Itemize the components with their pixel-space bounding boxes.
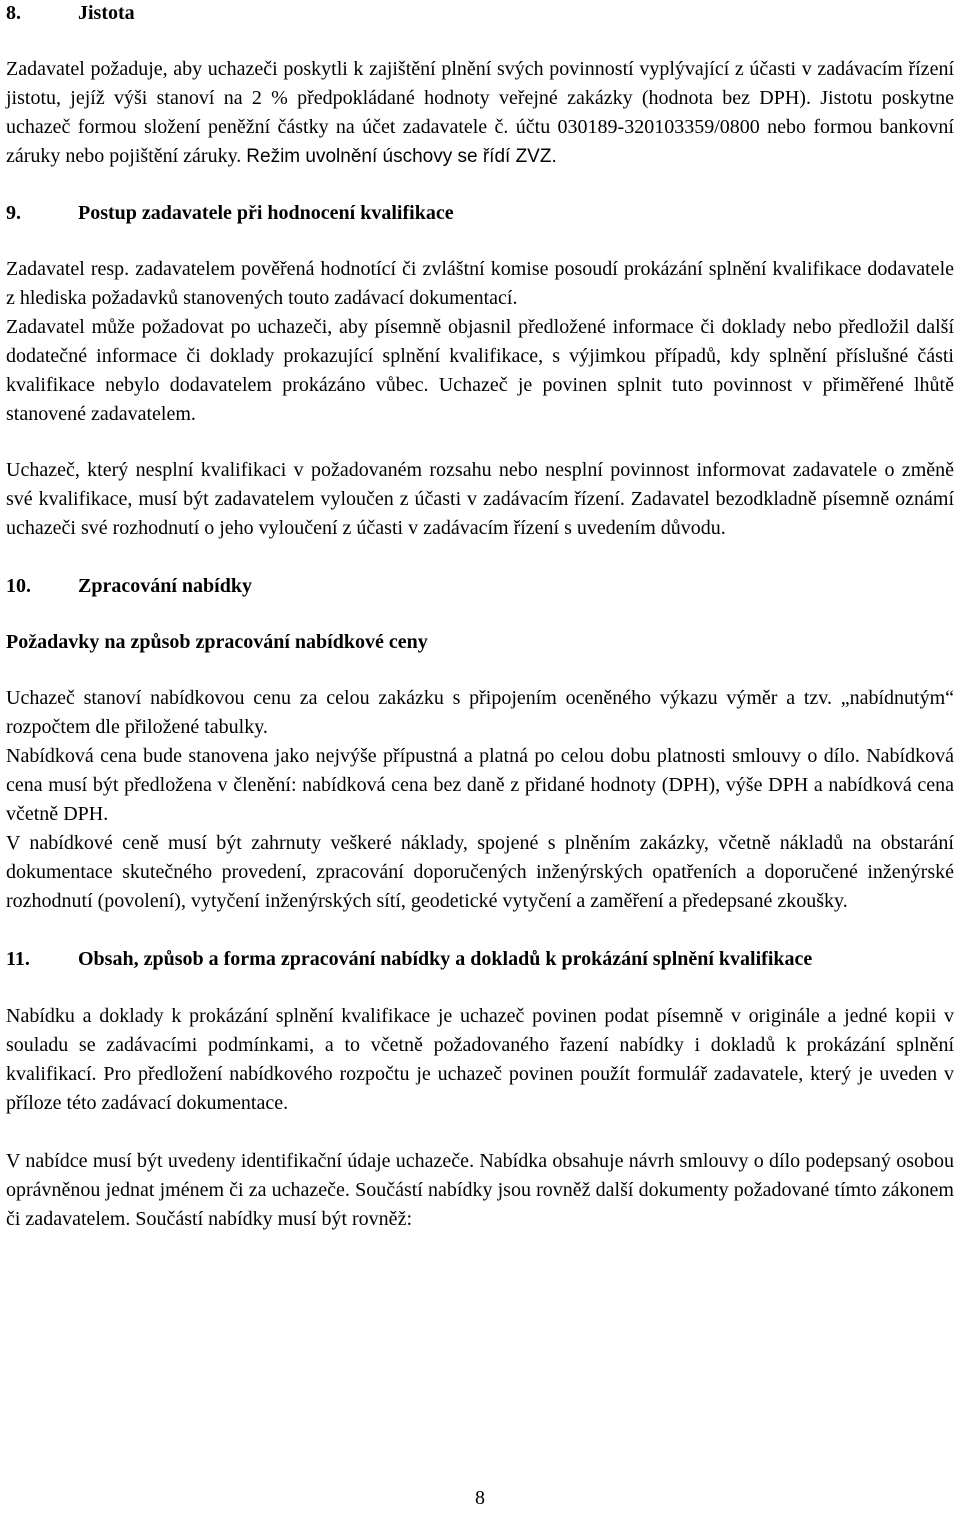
section-9-heading: [6, 199, 954, 228]
section-8-paragraph: [6, 55, 954, 171]
section-number: 8.: [6, 2, 21, 24]
section-9-paragraph-1: Zadavatel resp. zadavatelem pověřená hodnotící či zvláštní komise posoudí prokázání splnění kvalifikace dodavatele z hlediska požadavků stanovených touto zadávací dokumentací.: [6, 258, 954, 309]
section-11-heading: [6, 945, 954, 974]
section-title: Obsah, způsob a forma zpracování nabídky a dokladů k prokázání splnění kvalifikace: [78, 948, 813, 970]
section-9-paragraph-2: Zadavatel může požadovat po uchazeči, aby písemně objasnil předložené informace či doklady nebo předložil další dodatečné informace či doklady prokazující splnění kvalifikace, s výjimkou případů, kdy splnění příslušné části kvalifikace nebylo dodavatelem prokázáno vůbec. Uchazeč je povinen splnit tuto povinnost v přiměřené lhůtě stanovené zadavatelem.: [6, 316, 954, 425]
paragraph-text-sans: Režim uvolnění úschovy se řídí ZVZ.: [246, 146, 557, 167]
section-8-heading: [6, 0, 954, 28]
section-10-paragraph-1: Uchazeč stanoví nabídkovou cenu za celou zakázku s připojením oceněného výkazu výměr a tzv. „nabídnutým“ rozpočtem dle přiložené tabulky.: [6, 687, 954, 738]
section-number: 10.: [6, 575, 31, 597]
section-10-subheading: Požadavky na způsob zpracování nabídkové ceny: [6, 631, 428, 653]
document-page: [6, 0, 954, 1234]
section-11-paragraph-1: Nabídku a doklady k prokázání splnění kvalifikace je uchazeč povinen podat písemně v originále a jedné kopii v souladu se zadávacími podmínkami, a to včetně požadovaného řazení nabídky i dokladů k prokázání splnění kvalifikací. Pro předložení nabídkového rozpočtu je uchazeč povinen použít formulář zadavatele, který je uveden v příloze této zadávací dokumentace.: [6, 1005, 954, 1114]
section-number: 11.: [6, 948, 30, 970]
section-10-paragraph-3: V nabídkové ceně musí být zahrnuty veškeré náklady, spojené s plněním zakázky, včetně nákladů na obstarání dokumentace skutečného provedení, zpracování doporučených inženýrských opatřeních a doporučené inženýrské rozhodnutí (povolení), vytyčení inženýrských sítí, geodetické vytyčení a zaměření a předepsané zkoušky.: [6, 832, 954, 912]
section-number: 9.: [6, 202, 21, 224]
page-number: 8: [475, 1487, 485, 1509]
section-9-paragraph-3: Uchazeč, který nesplní kvalifikaci v požadovaném rozsahu nebo nesplní povinnost informovat zadavatele o změně své kvalifikace, musí být zadavatelem vyloučen z účasti v zadávacím řízení. Zadavatel bezodkladně písemně oznámí uchazeči své rozhodnutí o jeho vyloučení z účasti v zadávacím řízení s uvedením důvodu.: [6, 459, 954, 539]
section-title: Jistota: [78, 2, 135, 24]
section-10-paragraph-2: Nabídková cena bude stanovena jako nejvýše přípustná a platná po celou dobu platnosti smlouvy o dílo. Nabídková cena musí být předložena v členění: nabídková cena bez daně z přidané hodnoty (DPH), výše DPH a nabídková cena včetně DPH.: [6, 745, 954, 825]
section-10-heading: [6, 572, 954, 601]
section-title: Postup zadavatele při hodnocení kvalifikace: [78, 202, 454, 224]
section-title: Zpracování nabídky: [78, 575, 252, 597]
section-11-paragraph-2: V nabídce musí být uvedeny identifikační údaje uchazeče. Nabídka obsahuje návrh smlouvy o dílo podepsaný osobou oprávněnou jednat jménem či za uchazeče. Součástí nabídky jsou rovněž další dokumenty požadované tímto zákonem či zadavatelem. Součástí nabídky musí být rovněž:: [6, 1150, 954, 1230]
paragraph-text: Zadavatel požaduje, aby uchazeči poskytli k zajištění plnění svých povinností vyplývající z účasti v zadávacím řízení jistotu, jejíž výši stanoví na 2 % předpokládané hodnoty veřejné zakázky (hodnota bez DPH). Jistotu poskytne uchazeč formou složení peněžní částky na účet zadavatele č. účtu 030189-320103359/0800 nebo formou bankovní záruky nebo pojištění záruky.: [6, 58, 954, 167]
